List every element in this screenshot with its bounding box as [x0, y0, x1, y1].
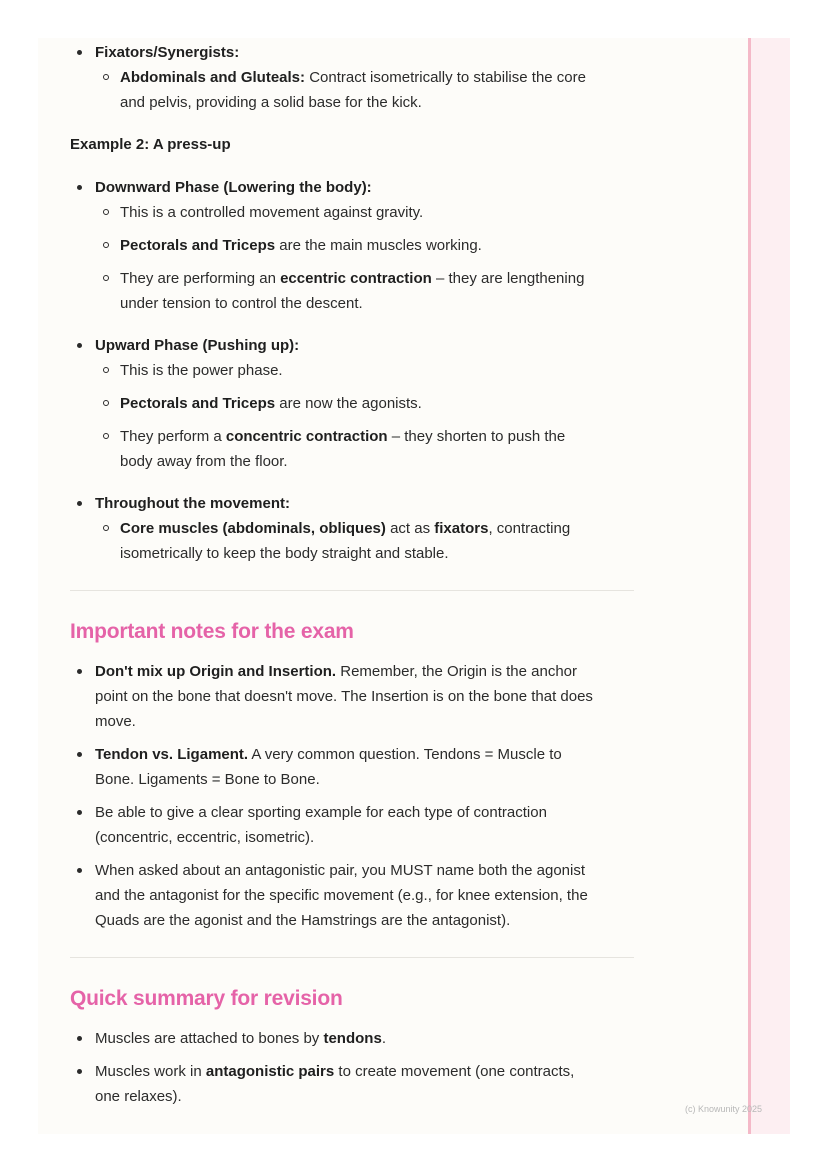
summary-heading: Quick summary for revision — [70, 987, 343, 1010]
example-2-title: Example 2: A press-up — [70, 136, 231, 153]
list-item-fixators: Fixators/Synergists: — [70, 40, 636, 65]
list-item-upward-phase: Upward Phase (Pushing up): — [70, 333, 636, 358]
list-item: Don't mix up Origin and Insertion. Remember, the Origin is the anchor point on the bone that doesn't move. The Insertion is on the bone that does move. — [70, 659, 636, 734]
margin-band — [748, 38, 790, 1134]
list-item: Tendon vs. Ligament. A very common question. Tendons = Muscle to Bone. Ligaments = Bone to Bone. — [70, 742, 636, 792]
list-item: Muscles work in antagonistic pairs to create movement (one contracts, one relaxes). — [70, 1059, 636, 1109]
copyright-footer: (c) Knowunity 2025 — [685, 1104, 763, 1114]
list-item-throughout: Throughout the movement: — [70, 491, 636, 516]
sublist-item: Core muscles (abdominals, obliques) act as fixators, contracting isometrically to keep the body straight and stable. — [70, 516, 636, 566]
sublist-item: This is a controlled movement against gravity. — [70, 200, 636, 225]
list-item-downward-phase: Downward Phase (Lowering the body): — [70, 175, 636, 200]
sublist-item: Pectorals and Triceps are the main muscles working. — [70, 233, 636, 258]
sublist-item: They are performing an eccentric contraction – they are lengthening under tension to control the descent. — [70, 266, 636, 316]
sublist-item: Pectorals and Triceps are now the agonists. — [70, 391, 636, 416]
margin-rule — [748, 38, 751, 1134]
document-page — [38, 38, 790, 1134]
sublist-item: They perform a concentric contraction – they shorten to push the body away from the floor. — [70, 424, 636, 474]
sublist-item: This is the power phase. — [70, 358, 636, 383]
list-item: Muscles are attached to bones by tendons. — [70, 1026, 636, 1051]
document-content — [70, 38, 636, 1109]
list-item: When asked about an antagonistic pair, you MUST name both the agonist and the antagonist for the specific movement (e.g., for knee extension, the Quads are the agonist and the Hamstrings are the antagonist). — [70, 858, 636, 933]
list-item: Be able to give a clear sporting example for each type of contraction (concentric, eccentric, isometric). — [70, 800, 636, 850]
sublist-item-abdominals-gluteals: Abdominals and Gluteals: Contract isometrically to stabilise the core and pelvis, providing a solid base for the kick. — [70, 65, 636, 115]
exam-notes-heading: Important notes for the exam — [70, 620, 354, 643]
